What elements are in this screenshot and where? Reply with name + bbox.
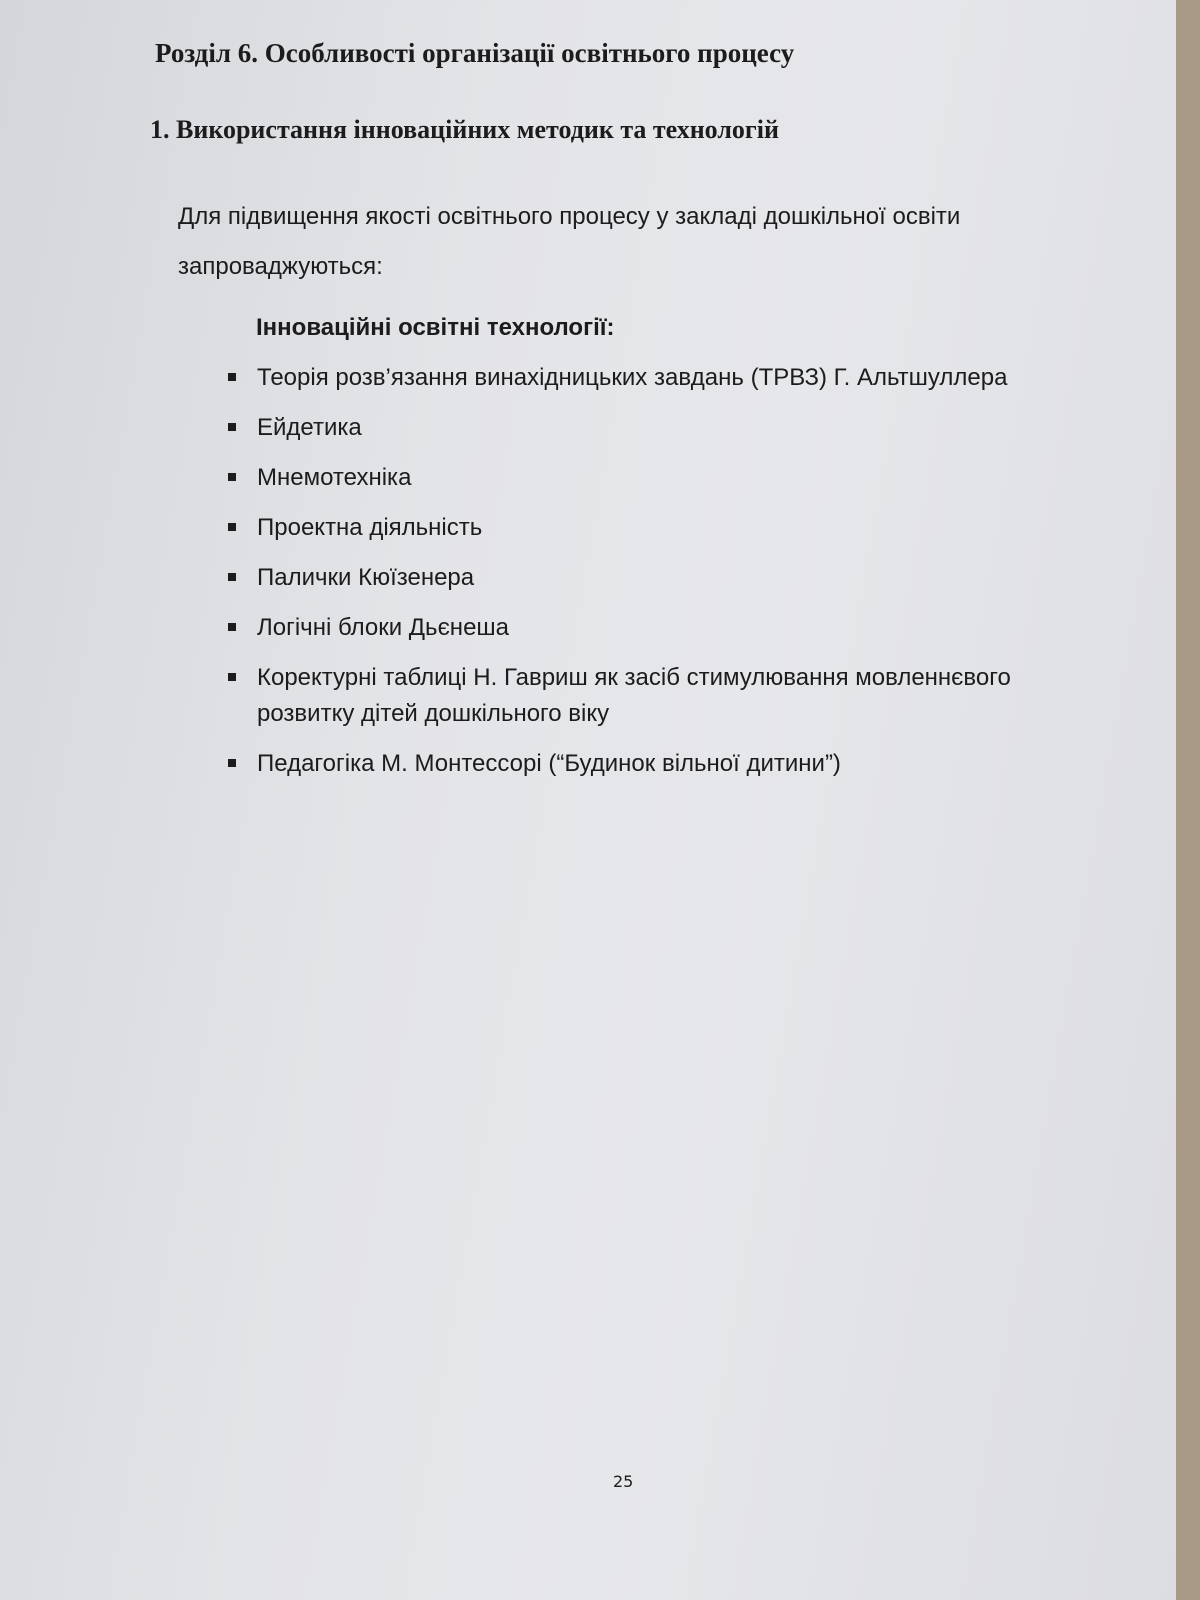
list-item: [228, 660, 1108, 732]
list-item: [228, 410, 1108, 446]
list-item: [228, 510, 1108, 546]
list-item-text: Проектна діяльність: [257, 514, 483, 541]
list-item-text: Логічні блоки Дьєнеша: [257, 614, 510, 641]
list-item: [228, 560, 1108, 596]
list-item-text: Ейдетика: [257, 414, 362, 441]
list-item: [228, 460, 1108, 496]
subsection-title: 1. Використання інноваційних методик та технологій: [150, 115, 779, 144]
list-item: [228, 610, 1108, 646]
square-bullet-icon: [228, 373, 236, 381]
list-item-text: Коректурні таблиці Н. Гавриш як засіб стимулювання мовленнєвого розвитку дітей дошкільного віку: [257, 664, 1011, 727]
technologies-list: [228, 360, 1108, 796]
intro-paragraph: Для підвищення якості освітнього процесу у закладі дошкільної освіти запроваджуються:: [178, 203, 961, 280]
square-bullet-icon: [228, 423, 236, 431]
list-item-text: Педагогіка М. Монтессорі (“Будинок вільної дитини”): [257, 750, 841, 777]
list-item: [228, 360, 1108, 396]
square-bullet-icon: [228, 673, 236, 681]
square-bullet-icon: [228, 473, 236, 481]
list-item-text: Палички Кюїзенера: [257, 564, 475, 591]
list-title: Інноваційні освітні технології:: [256, 314, 615, 341]
square-bullet-icon: [228, 523, 236, 531]
page-number: 25: [613, 1472, 634, 1491]
list-item: [228, 746, 1108, 782]
list-item-text: Теорія розв’язання винахідницьких завдань (ТРВЗ) Г. Альтшуллера: [257, 364, 1008, 391]
square-bullet-icon: [228, 759, 236, 767]
square-bullet-icon: [228, 573, 236, 581]
list-item-text: Мнемотехніка: [257, 464, 412, 491]
square-bullet-icon: [228, 623, 236, 631]
section-title: Розділ 6. Особливості організації освітнього процесу: [155, 38, 795, 68]
